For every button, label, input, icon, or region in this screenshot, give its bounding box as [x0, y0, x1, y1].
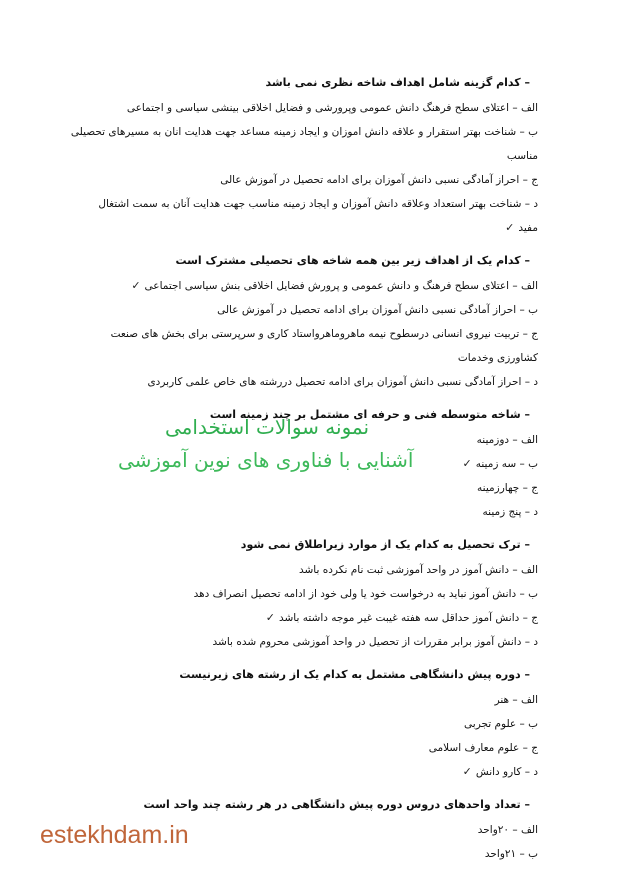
option-dal: د – کارو دانش✓ [462, 765, 538, 778]
checkmark-icon: ✓ [462, 765, 472, 778]
option-jim: ج – دانش آموز حداقل سه هفته غیبت غیر موجه داشته باشد✓ [265, 611, 538, 624]
option-jim: ج – علوم معارف اسلامی [428, 742, 538, 754]
option-be: ب – علوم تجربی [464, 718, 538, 730]
option-dal: د – دانش آموز برابر مقررات از تحصیل در واحد آموزشی محروم شده باشد [212, 636, 538, 648]
option-be: ب – احراز آمادگی نسبی دانش آموزان برای ادامه تحصیل در آموزش عالی [217, 304, 538, 316]
checkmark-icon: ✓ [265, 611, 275, 624]
option-alef: الف – اعتلای سطح فرهنگ دانش عمومی وپرورشی و فضایل اخلاقی بینشی سیاسی و اجتماعی [126, 102, 538, 114]
option-dal: د – پنج زمینه [482, 506, 538, 518]
option-be: ب – ۲۱واحد [484, 848, 538, 860]
option-be: ب – سه زمینه✓ [462, 457, 538, 470]
site-footer-text: estekhdam.in [40, 821, 189, 849]
question-text: – دوره پیش دانشگاهی مشتمل به کدام یک از رشته های زیرنیست [179, 668, 530, 681]
question-block [70, 532, 538, 654]
question-text: – کدام گزینه شامل اهداف شاخه نظری نمی باشد [265, 76, 530, 89]
option-alef: الف – اعتلای سطح فرهنگ و دانش عمومی و پرورش فضایل اخلاقی بنش سیاسی اجتماعی✓ [131, 279, 538, 292]
question-text: – تعداد واحدهای دروس دوره پیش دانشگاهی در هر رشته چند واحد است [143, 798, 530, 811]
question-block [70, 662, 538, 784]
question-block [70, 70, 538, 240]
option-jim: ج – احراز آمادگی نسبی دانش آموزان برای ادامه تحصیل در آموزش عالی [220, 174, 538, 186]
option-jim: ج – تربیت نیروی انسانی درسطوح نیمه ماهروماهرواستاد کاری و سرپرستی برای بخش های صنعت کشاورزی وخدمات [110, 328, 538, 364]
option-alef: الف – دانش آموز در واحد آموزشی ثبت نام نکرده باشد [298, 564, 538, 576]
checkmark-icon: ✓ [131, 279, 141, 292]
question-text: – شاخه متوسطه فنی و حرفه ای مشتمل بر چند زمینه است [209, 408, 530, 421]
option-dal: د – احراز آمادگی نسبی دانش آموزان برای ادامه تحصیل دررشته های خاص علمی کاربردی [147, 376, 538, 388]
watermark-subtitle: آشنایی با فناوری های نوین آموزشی [118, 448, 414, 472]
option-jim: ج – چهارزمینه [477, 482, 538, 494]
option-alef: الف – دوزمینه [476, 434, 538, 446]
option-be: ب – دانش آموز نباید به درخواست خود یا ولی خود از ادامه تحصیل انصراف دهد [193, 588, 538, 600]
option-alef: الف – ۲۰واحد [477, 824, 538, 836]
question-block [70, 248, 538, 394]
question-text: – ترک تحصیل به کدام یک از موارد زیراطلاق نمی شود [240, 538, 530, 551]
checkmark-icon: ✓ [505, 221, 515, 234]
option-dal: د – شناخت بهتر استعداد وعلاقه دانش آموزان و ایجاد زمینه مناسب جهت هدایت آنان به سمت اشتغال مفید✓ [98, 198, 538, 234]
watermark-title: نمونه سوالات استخدامی [165, 415, 370, 439]
checkmark-icon: ✓ [462, 457, 472, 470]
question-text: – کدام یک از اهداف زیر بین همه شاخه های تحصیلی مشترک است [175, 254, 530, 267]
option-alef: الف – هنر [494, 694, 538, 706]
option-be: ب – شناخت بهتر استقرار و علاقه دانش اموزان و ایجاد زمینه مساعد جهت هدایت انان به مسیرهای تحصیلی مناسب [70, 126, 538, 162]
